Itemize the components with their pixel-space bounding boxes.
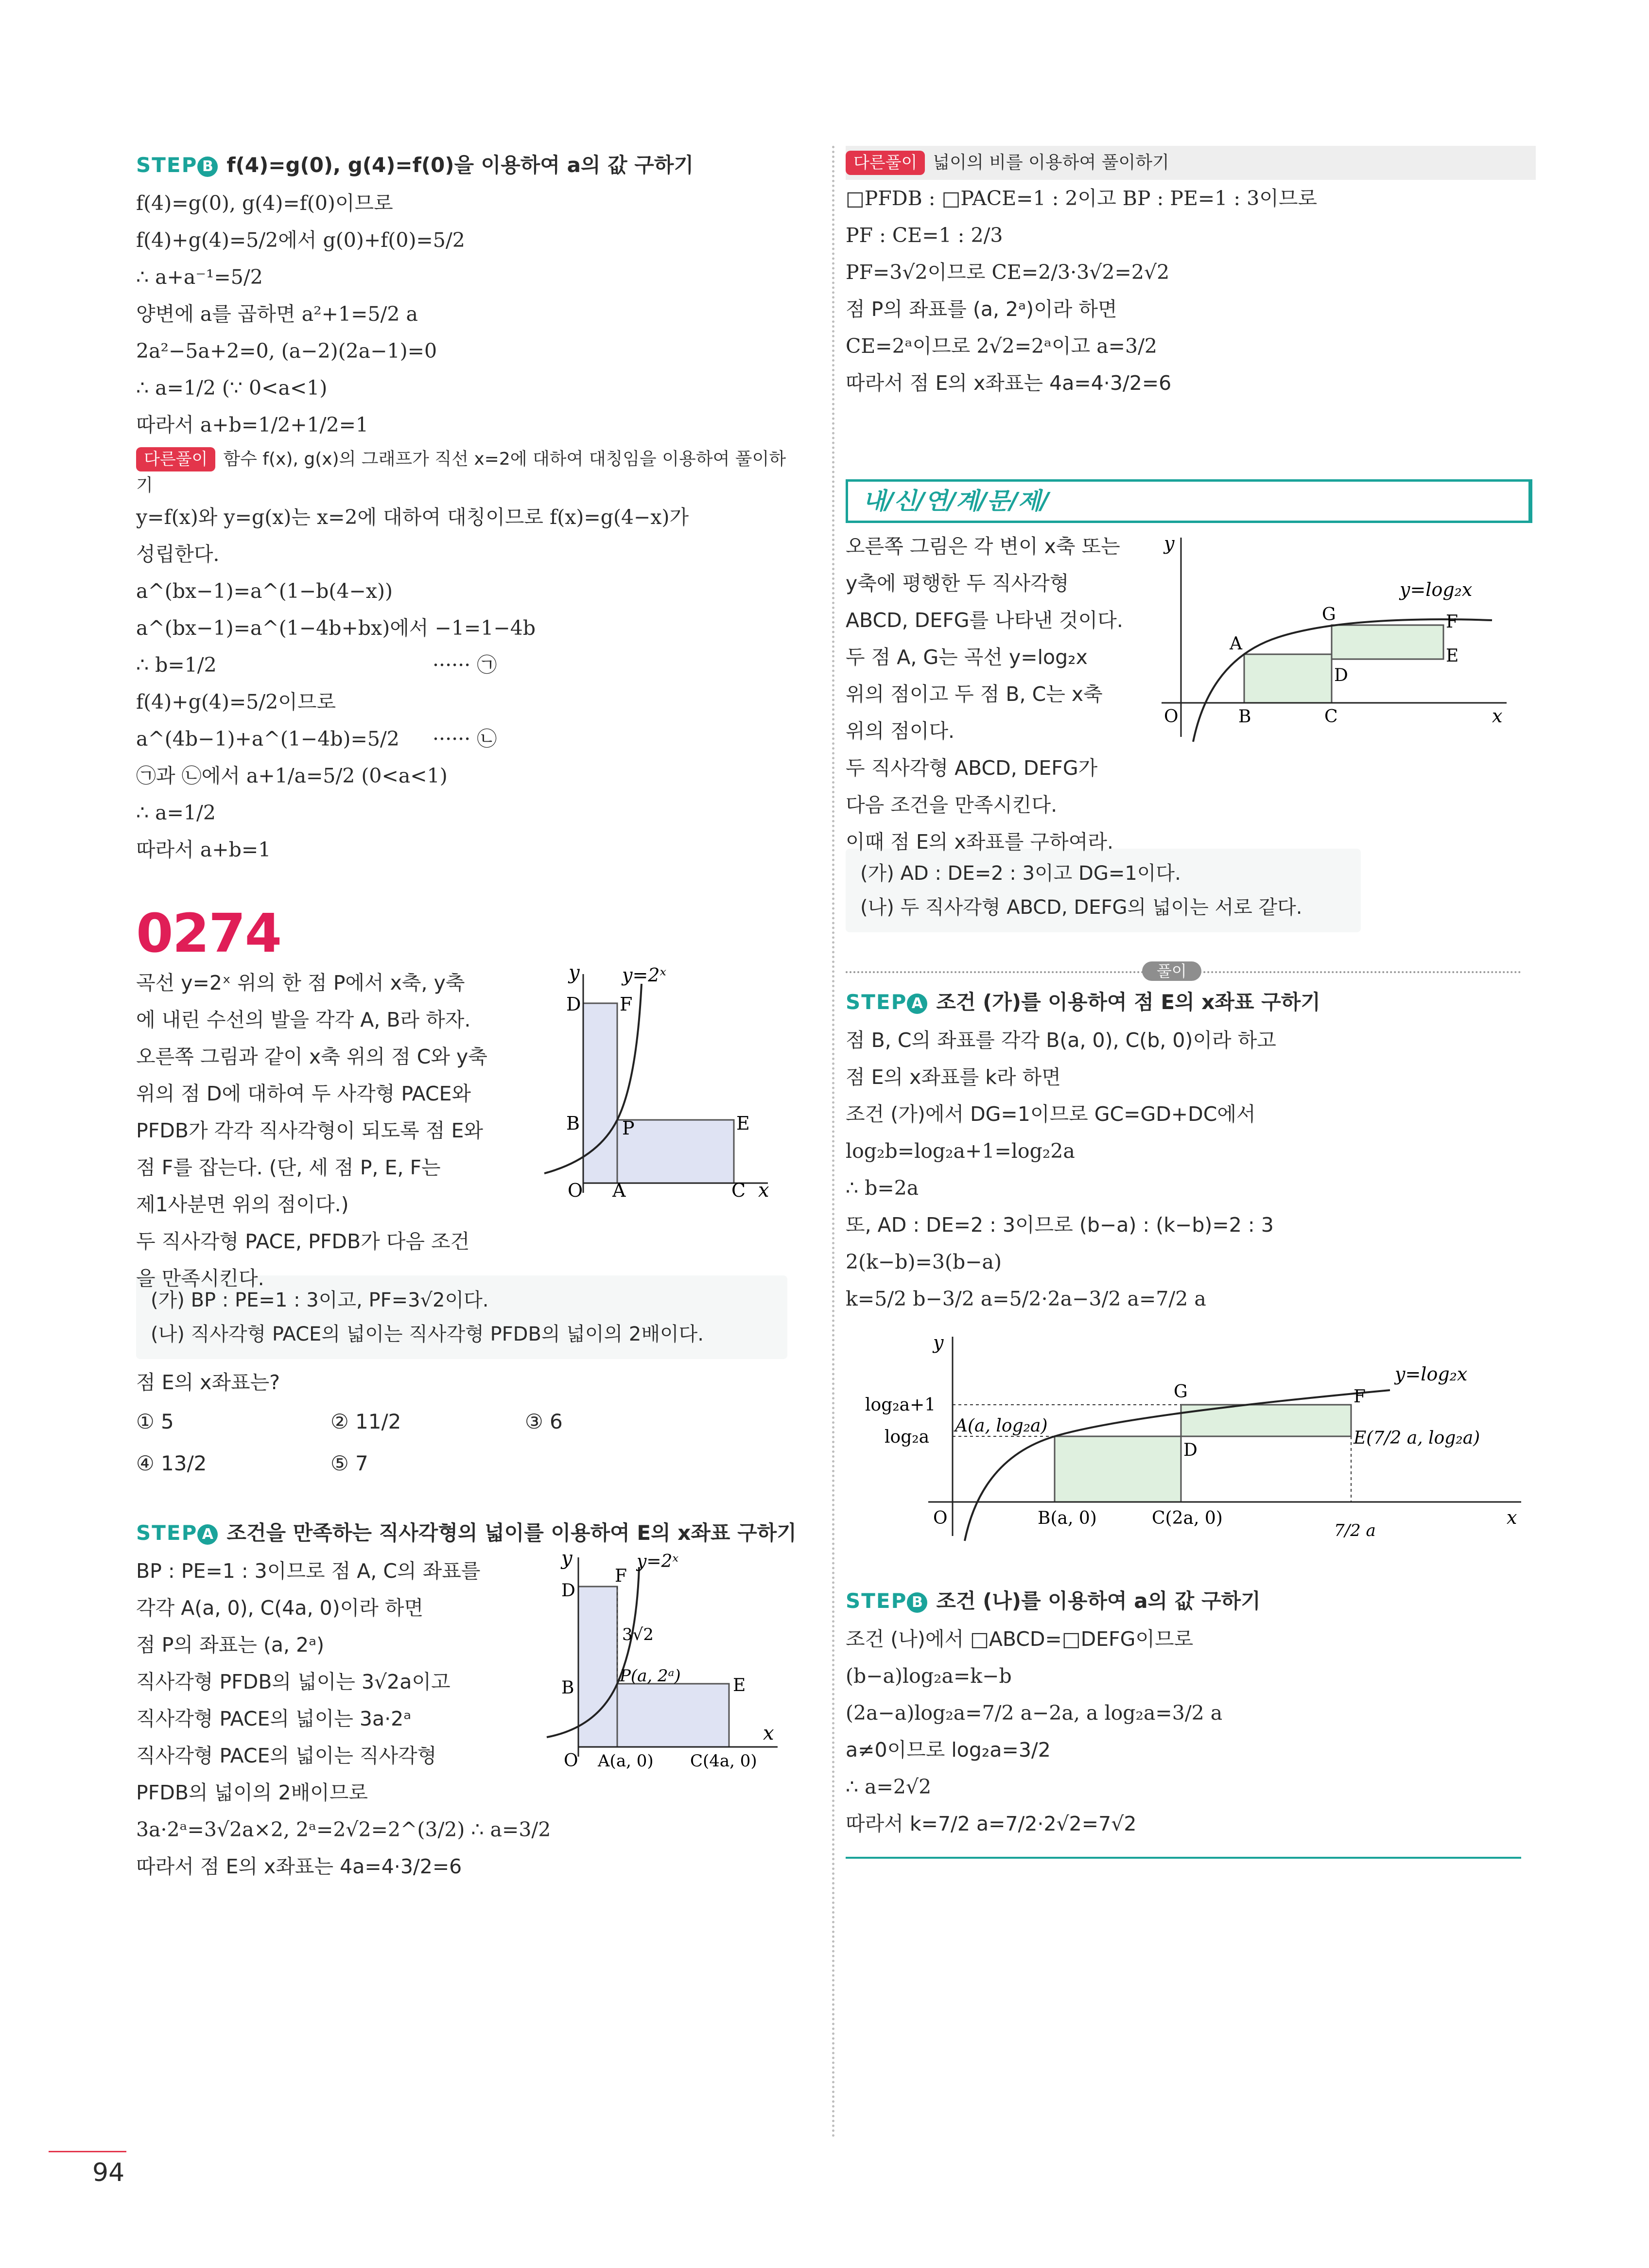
label-C: C(2a, 0) [1152, 1508, 1223, 1528]
problem-body [136, 964, 787, 1290]
page-number: 94 [92, 2158, 125, 2187]
line: 점 E의 x좌표를 k라 하면 [846, 1065, 1061, 1089]
line: 점 P의 좌표는 (a, 2ᵃ) [136, 1633, 325, 1657]
line: a^(bx−1)=a^(1−b(4−x)) [136, 579, 393, 603]
right-step-a-heading: STEP A 조건 (가)를 이용하여 점 E의 x좌표 구하기 [846, 990, 1320, 1014]
label-O: O [933, 1508, 948, 1528]
label-E: E [736, 1113, 750, 1134]
label-B: B [561, 1678, 574, 1698]
page-number-rule [49, 2151, 126, 2152]
label-B: B [566, 1113, 580, 1134]
line: 각각 A(a, 0), C(4a, 0)이라 하면 [136, 1596, 424, 1620]
line: 직사각형 PACE의 넓이는 직사각형 [136, 1744, 437, 1767]
line: ∴ a=1/2 (∵ 0<a<1) [136, 376, 328, 400]
alt-badge: 다른풀이 [136, 447, 215, 471]
label-y: y [561, 1553, 573, 1570]
line: 직사각형 PACE의 넓이는 3a·2ᵃ [136, 1707, 412, 1730]
line: 따라서 a+b=1/2+1/2=1 [136, 413, 369, 436]
label-D: D [1334, 665, 1348, 685]
step-a-body [136, 1553, 787, 1885]
label-P: P(a, 2ᵃ) [620, 1666, 681, 1686]
end-rule [846, 1857, 1521, 1859]
right-step-a-lines [846, 1022, 1536, 1317]
label-C: C(4a, 0) [690, 1751, 757, 1771]
line: 점 F를 잡는다. (단, 세 점 P, E, F는 [136, 1156, 441, 1179]
right-column [846, 146, 1536, 1859]
label-y: y [569, 964, 580, 984]
label-F: F [620, 994, 633, 1015]
question: 점 E의 x좌표는? [136, 1371, 280, 1394]
mark-1: ······ ㉠ [433, 653, 497, 677]
choice-4[interactable]: ④ 13/2 [136, 1451, 207, 1475]
label-3root2: 3√2 [622, 1625, 654, 1644]
graph-exponential-2 [544, 1553, 787, 1805]
choice-5[interactable]: ⑤ 7 [330, 1451, 368, 1475]
line: 다음 조건을 만족시킨다. [846, 793, 1058, 817]
line: CE=2ᵃ이므로 2√2=2ᵃ이고 a=3/2 [846, 334, 1157, 358]
line: 점 B, C의 좌표를 각각 B(a, 0), C(b, 0)이라 하고 [846, 1029, 1276, 1052]
label-y: y [1164, 533, 1175, 554]
alt-badge: 다른풀이 [846, 151, 925, 175]
line: 따라서 점 E의 x좌표는 4a=4·3/2=6 [846, 371, 1172, 395]
line: 따라서 점 E의 x좌표는 4a=4·3/2=6 [136, 1855, 462, 1878]
label-A: A [1230, 634, 1242, 654]
label-F: F [615, 1566, 627, 1586]
line: 성립한다. [136, 542, 220, 566]
column-divider [832, 146, 834, 2139]
line: ㉠과 ㉡에서 a+1/a=5/2 (0<a<1) [136, 764, 448, 787]
answer-choices [136, 1401, 787, 1484]
line: 두 직사각형 PACE, PFDB가 다음 조건 [136, 1230, 470, 1253]
graph-log-large [855, 1332, 1526, 1575]
right-step-b-lines [846, 1621, 1536, 1842]
line: f(4)=g(0), g(4)=f(0)이므로 [136, 192, 393, 215]
curve-label: y=log₂x [1395, 1363, 1468, 1385]
solution-pill: 풀이 [1142, 961, 1201, 981]
graph-log-small [1157, 533, 1516, 766]
curve-label: y=log₂x [1400, 579, 1473, 600]
line: 곡선 y=2ˣ 위의 한 점 P에서 x축, y축 [136, 971, 465, 994]
line: BP : PE=1 : 3이므로 점 A, C의 좌표를 [136, 1559, 481, 1583]
line: 제1사분면 위의 점이다.) [136, 1193, 349, 1216]
line: 두 점 A, G는 곡선 y=log₂x [846, 646, 1088, 669]
step-a-heading: STEP A 조건을 만족하는 직사각형의 넓이를 이용하여 E의 x좌표 구하기 [136, 1521, 797, 1545]
right-step-b-heading: STEP B 조건 (나)를 이용하여 a의 값 구하기 [846, 1589, 1261, 1613]
line: 에 내린 수선의 발을 각각 A, B라 하자. [136, 1008, 471, 1031]
label-x: x [758, 1179, 769, 1198]
label-D: D [1183, 1440, 1198, 1460]
line: ∴ b=2a [846, 1176, 919, 1200]
label-G: G [1174, 1382, 1188, 1402]
line: 오른쪽 그림은 각 변이 x축 또는 [846, 535, 1120, 558]
line: PF : CE=1 : 2/3 [846, 224, 1003, 247]
line: f(4)+g(4)=5/2에서 g(0)+f(0)=5/2 [136, 228, 465, 252]
label-P: P [622, 1117, 635, 1139]
label-7-2a: 7/2 a [1334, 1521, 1376, 1540]
mark-2: ······ ㉡ [433, 727, 497, 750]
label-E: E [1446, 646, 1459, 666]
line: 2a²−5a+2=0, (a−2)(2a−1)=0 [136, 339, 437, 363]
choice-2[interactable]: ② 11/2 [330, 1410, 401, 1433]
line: 위의 점이고 두 점 B, C는 x축 [846, 682, 1103, 706]
label-C: C [1324, 707, 1338, 727]
condition: (가) BP : PE=1 : 3이고, PF=3√2이다. [151, 1289, 489, 1311]
label-O: O [1164, 707, 1179, 727]
step-b-lines [136, 185, 787, 443]
label-x: x [1507, 1507, 1517, 1528]
line: ABCD, DEFG를 나타낸 것이다. [846, 609, 1123, 632]
problem-number: 0274 [136, 902, 281, 964]
graph-exponential-1 [539, 964, 773, 1198]
left-column [136, 146, 797, 1885]
line: 또, AD : DE=2 : 3이므로 (b−a) : (k−b)=2 : 3 [846, 1213, 1274, 1237]
alt-lines [136, 499, 787, 868]
alt-heading-bar: 다른풀이 넓이의 비를 이용하여 풀이하기 [846, 146, 1536, 180]
label-F: F [1446, 612, 1458, 632]
line: PFDB가 각각 직사각형이 되도록 점 E와 [136, 1119, 483, 1142]
line: 양변에 a를 곱하면 a²+1=5/2 a [136, 302, 418, 326]
condition: (가) AD : DE=2 : 3이고 DG=1이다. [860, 862, 1181, 885]
label-x: x [1492, 705, 1503, 727]
line: (2a−a)log₂a=7/2 a−2a, a log₂a=3/2 a [846, 1701, 1223, 1725]
label-C: C [731, 1180, 746, 1198]
line: (b−a)log₂a=k−b [846, 1664, 1012, 1688]
label-log2a: log₂a [885, 1427, 930, 1447]
alt-solution-heading: 다른풀이 함수 f(x), g(x)의 그래프가 직선 x=2에 대하여 대칭임을 이용하여 풀이하기 [136, 446, 787, 499]
label-x: x [763, 1722, 774, 1745]
line: 오른쪽 그림과 같이 x축 위의 점 C와 y축 [136, 1045, 487, 1068]
line: 3a·2ᵃ=3√2a×2, 2ᵃ=2√2=2^(3/2) ∴ a=3/2 [136, 1818, 551, 1841]
step-b-heading: STEP B f(4)=g(0), g(4)=f(0)을 이용하여 a의 값 구하기 [136, 153, 694, 177]
label-O: O [568, 1180, 583, 1198]
line: a≠0이므로 log₂a=3/2 [846, 1738, 1051, 1762]
choice-1[interactable]: ① 5 [136, 1410, 174, 1433]
naesin-title: 내/신/연/계/문/제/ [846, 479, 1532, 523]
label-O: O [564, 1751, 578, 1771]
line: 따라서 a+b=1 [136, 838, 271, 861]
line: 점 P의 좌표를 (a, 2ᵃ)이라 하면 [846, 297, 1117, 321]
line: f(4)+g(4)=5/2이므로 [136, 690, 336, 714]
line: □PFDB : □PACE=1 : 2이고 BP : PE=1 : 3이므로 [846, 187, 1318, 210]
curve-label: y=2ˣ [622, 964, 666, 986]
right-alt-lines [846, 180, 1536, 401]
line: ∴ b=1/2 ······ ㉠ [136, 646, 787, 683]
line: ∴ a+a⁻¹=5/2 [136, 265, 263, 289]
line: 조건 (가)에서 DG=1이므로 GC=GD+DC에서 [846, 1102, 1256, 1126]
label-y: y [933, 1332, 944, 1353]
label-A: A [612, 1180, 626, 1198]
line: a^(4b−1)+a^(1−4b)=5/2 ······ ㉡ [136, 720, 787, 757]
line: y축에 평행한 두 직사각형 [846, 572, 1069, 595]
label-A: A(a, log₂a) [955, 1416, 1048, 1436]
line: 직사각형 PFDB의 넓이는 3√2a이고 [136, 1670, 451, 1693]
condition: (나) 두 직사각형 ABCD, DEFG의 넓이는 서로 같다. [860, 896, 1302, 919]
line: 2(k−b)=3(b−a) [846, 1250, 1002, 1274]
choice-3[interactable]: ③ 6 [525, 1410, 563, 1433]
line: 따라서 k=7/2 a=7/2·2√2=7√2 [846, 1812, 1137, 1835]
line: k=5/2 b−3/2 a=5/2·2a−3/2 a=7/2 a [846, 1287, 1206, 1310]
line: y=f(x)와 y=g(x)는 x=2에 대하여 대칭이므로 f(x)=g(4−x)가 [136, 506, 689, 529]
line: a^(bx−1)=a^(1−4b+bx)에서 −1=1−4b [136, 616, 536, 640]
line: PF=3√2이므로 CE=2/3·3√2=2√2 [846, 261, 1170, 284]
label-E: E(7/2 a, log₂a) [1354, 1428, 1480, 1448]
line: 위의 점 D에 대하여 두 사각형 PACE와 [136, 1082, 471, 1105]
label-D: D [566, 994, 581, 1015]
line: PFDB의 넓이의 2배이므로 [136, 1781, 368, 1804]
line: ∴ a=2√2 [846, 1775, 932, 1798]
condition: (나) 직사각형 PACE의 넓이는 직사각형 PFDB의 넓이의 2배이다. [151, 1323, 704, 1345]
line: 두 직사각형 ABCD, DEFG가 [846, 756, 1098, 780]
label-B: B(a, 0) [1038, 1508, 1097, 1528]
label-D: D [561, 1581, 575, 1601]
label-B: B [1238, 707, 1251, 727]
line: 조건 (나)에서 □ABCD=□DEFG이므로 [846, 1627, 1194, 1651]
line: 이때 점 E의 x좌표를 구하여라. [846, 830, 1113, 854]
label-E: E [733, 1675, 746, 1695]
solution-separator [846, 961, 1536, 983]
line: 위의 점이다. [846, 719, 955, 743]
label-G: G [1322, 605, 1336, 625]
label-log2a-plus-1: log₂a+1 [865, 1395, 936, 1415]
line: log₂b=log₂a+1=log₂2a [846, 1139, 1075, 1163]
label-F: F [1354, 1387, 1366, 1407]
label-A: A(a, 0) [598, 1751, 654, 1771]
curve-label: y=2ˣ [637, 1553, 679, 1571]
step-b-circle: B [197, 157, 218, 177]
line: 을 만족시킨다. [136, 1267, 264, 1290]
line: ∴ a=1/2 [136, 801, 216, 824]
naesin-conditions-box [846, 849, 1361, 932]
naesin-body [846, 528, 1536, 854]
